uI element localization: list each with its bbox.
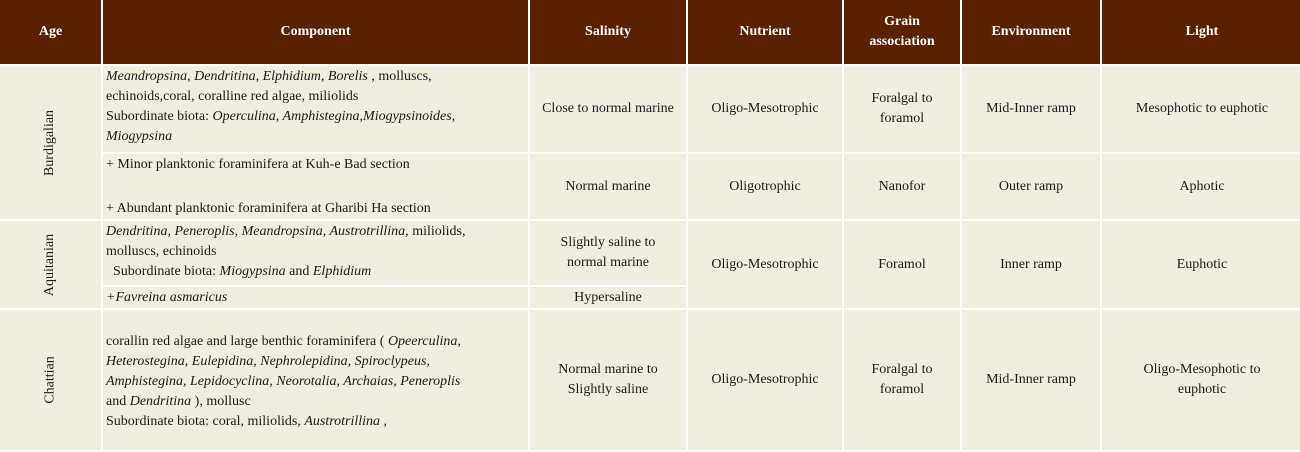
- chattian-row: [0, 310, 1300, 450]
- component-cell-burdigalian-1: [103, 66, 528, 152]
- light-cell: [1102, 310, 1300, 450]
- component-text: miliolids,: [408, 224, 466, 239]
- header-grain-association: [844, 0, 960, 64]
- component-cell-aquitanian-1: [103, 221, 528, 285]
- age-cell-aquitanian: [0, 221, 101, 308]
- component-line: [106, 107, 525, 127]
- age-label-aquitanian: Aquitanian: [42, 233, 58, 296]
- header-row: [0, 0, 1300, 64]
- component-line: Amphistegina, Lepidocyclina, Neorotalia, Archaias, Peneroplis: [106, 374, 461, 389]
- component-text: ), mollusc: [191, 394, 251, 409]
- salinity-line2: Slightly saline: [567, 382, 649, 397]
- grain-cell: Nanofor: [844, 154, 960, 219]
- header-light: Light: [1102, 0, 1300, 64]
- taxa-text: Opeerculina,: [387, 334, 461, 349]
- nutrient-cell: Oligo-Mesotrophic: [688, 310, 842, 450]
- nutrient-cell: Oligo-Mesotrophic: [688, 221, 842, 308]
- salinity-cell: [530, 221, 686, 285]
- component-text: , molluscs,: [367, 69, 432, 84]
- header-component: Component: [103, 0, 528, 64]
- component-cell-chattian: [103, 310, 528, 450]
- age-label-chattian: Chattian: [42, 356, 58, 404]
- age-cell-chattian: [0, 310, 101, 450]
- subordinate-label: Subordinate biota:: [113, 264, 220, 279]
- header-environment: Environment: [962, 0, 1100, 64]
- age-label-burdigalian: Burdigalian: [42, 109, 58, 176]
- component-text: corallin red algae and large benthic foraminifera (: [106, 334, 388, 349]
- light-line2: euphotic: [1177, 382, 1227, 397]
- component-text: ,: [380, 414, 388, 429]
- salinity-cell: Close to normal marine: [530, 66, 686, 152]
- salinity-line2: normal marine: [566, 255, 650, 270]
- light-cell: Mesophotic to euphotic: [1102, 66, 1300, 152]
- subordinate-label: Subordinate biota:: [106, 109, 213, 124]
- grain-cell: Foramol: [844, 221, 960, 308]
- component-cell-burdigalian-2: [103, 154, 528, 219]
- nutrient-cell: Oligotrophic: [688, 154, 842, 219]
- component-line: echinoids,coral, coralline red algae, miliolids: [106, 89, 359, 104]
- taxa-text: Miogypsina: [219, 264, 286, 279]
- grain-cell: [844, 66, 960, 152]
- grain-line2: foramol: [879, 111, 925, 126]
- component-line: Miogypsina: [106, 129, 173, 144]
- header-nutrient: Nutrient: [688, 0, 842, 64]
- header-age: Age: [0, 0, 101, 64]
- component-line: [106, 392, 525, 412]
- age-cell-burdigalian: [0, 66, 101, 219]
- component-line: Heterostegina, Eulepidina, Nephrolepidina, Spiroclypeus,: [106, 354, 430, 369]
- environment-cell: Mid-Inner ramp: [962, 66, 1100, 152]
- header-grain-line1: Grain: [884, 14, 920, 29]
- nutrient-cell: Oligo-Mesotrophic: [688, 66, 842, 152]
- environment-cell: Outer ramp: [962, 154, 1100, 219]
- spacer: [106, 175, 525, 199]
- component-line: [106, 262, 525, 282]
- component-line: + Minor planktonic foraminifera at Kuh-e Bad section: [106, 157, 410, 172]
- salinity-cell: [530, 310, 686, 450]
- grain-cell: [844, 310, 960, 450]
- grain-line2: foramol: [879, 382, 925, 397]
- grain-line1: Foralgal to: [871, 91, 933, 106]
- burdigalian-row-1: [0, 66, 1300, 152]
- light-cell: Aphotic: [1102, 154, 1300, 219]
- environment-cell: Inner ramp: [962, 221, 1100, 308]
- component-line: [106, 222, 525, 242]
- environment-cell: Mid-Inner ramp: [962, 310, 1100, 450]
- component-line: [106, 412, 525, 432]
- salinity-cell: Hypersaline: [530, 287, 686, 308]
- aquitanian-row-1: [0, 221, 1300, 285]
- component-cell-aquitanian-2: +Favreina asmaricus: [103, 287, 528, 308]
- component-line: + Abundant planktonic foraminifera at Gharibi Ha section: [106, 201, 431, 216]
- light-line1: Oligo-Mesophotic to: [1143, 362, 1261, 377]
- burdigalian-row-2: [0, 154, 1300, 219]
- taxa-text: Dendritina: [129, 394, 192, 409]
- component-line: molluscs, echinoids: [106, 244, 217, 259]
- component-line: [106, 332, 525, 352]
- component-line: [106, 67, 525, 87]
- header-grain-line2: association: [869, 34, 935, 49]
- taxa-text: Austrotrillina: [304, 414, 381, 429]
- salinity-cell: Normal marine: [530, 154, 686, 219]
- taxa-text: Elphidium: [312, 264, 372, 279]
- salinity-line1: Normal marine to: [558, 362, 658, 377]
- salinity-line1: Slightly saline to: [560, 235, 656, 250]
- component-text: and: [285, 264, 313, 279]
- taxa-text: Dendritina, Peneroplis, Meandropsina, Austrotrillina,: [106, 224, 409, 239]
- taxa-text: Operculina, Amphistegina,Miogypsinoides,: [212, 109, 456, 124]
- header-salinity: Salinity: [530, 0, 686, 64]
- component-text: and: [106, 394, 130, 409]
- grain-line1: Foralgal to: [871, 362, 933, 377]
- light-cell: Euphotic: [1102, 221, 1300, 308]
- component-text: Subordinate biota: coral, miliolids,: [106, 414, 305, 429]
- taxa-text: Meandropsina, Dendritina, Elphidium, Borelis: [106, 69, 368, 84]
